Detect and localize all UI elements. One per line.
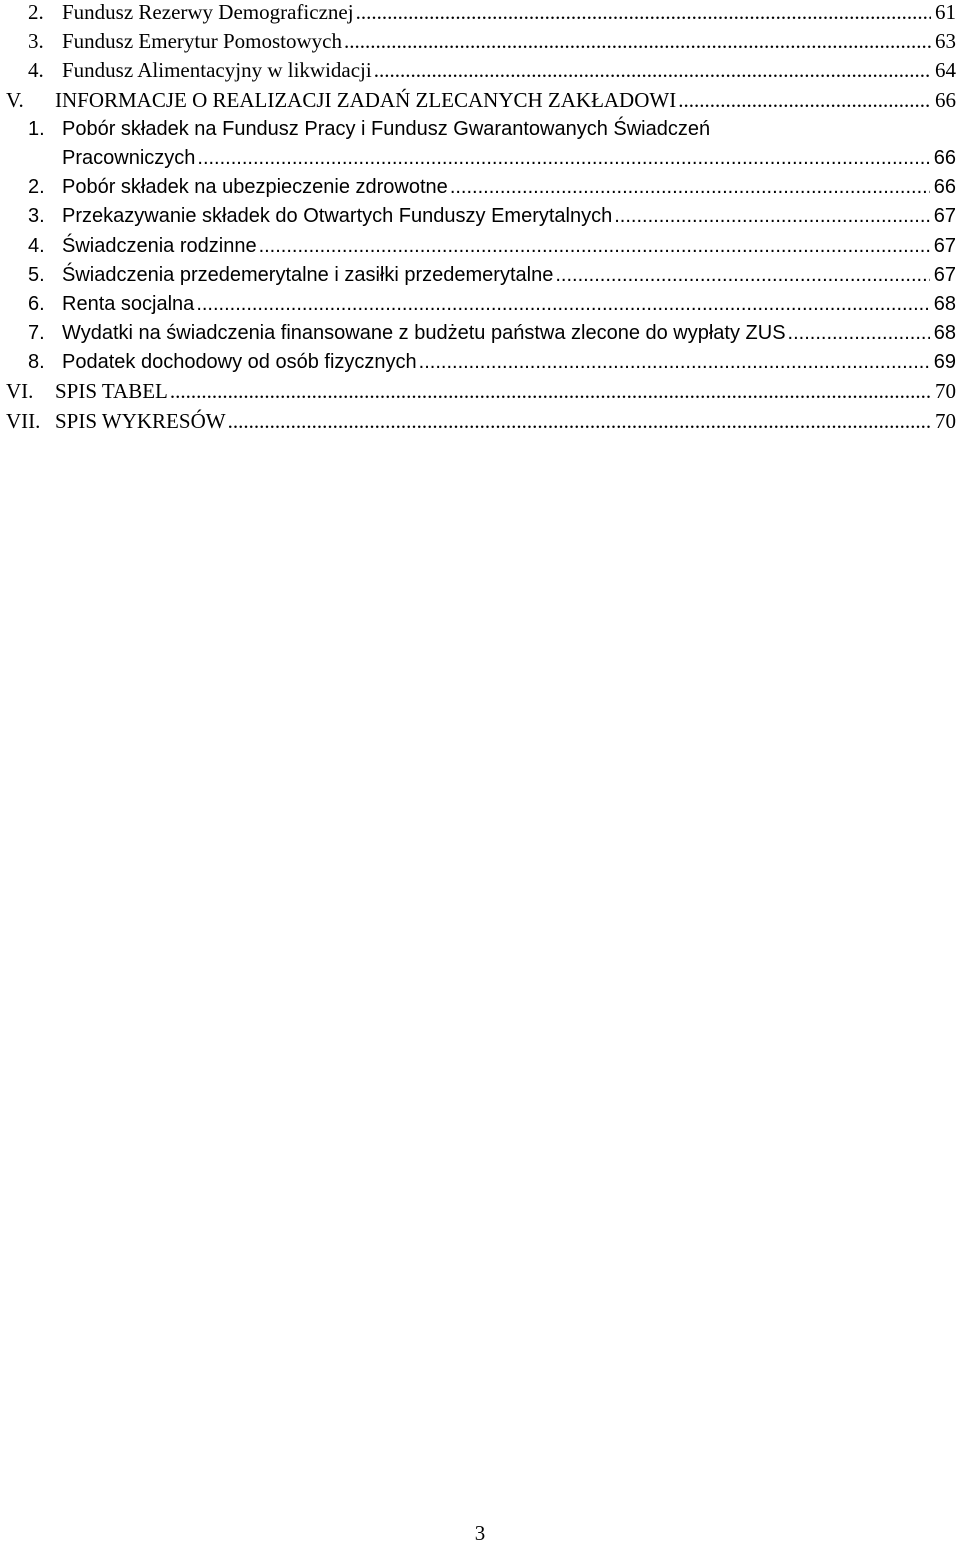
toc-entry-page: 69 [933,351,956,374]
toc-entry-number: 2. [28,0,44,24]
toc-entry-number: 4. [28,58,44,83]
toc-entry[interactable] [0,27,960,56]
toc-dot-leader [374,56,931,85]
toc-entry-number: 2. [28,176,45,199]
toc-entry-page: 67 [933,263,956,286]
toc-entry-number: 3. [28,29,44,54]
toc-entry-title: Pobór składek na ubezpieczenie zdrowotne [62,176,448,199]
toc-entry-number: 4. [28,234,45,257]
toc-entry-number: 6. [28,292,45,315]
toc-entry-number: 7. [28,322,45,345]
toc-entry-title: Świadczenia przedemerytalne i zasiłki przedemerytalne [62,263,554,286]
toc-entry-page: 64 [935,58,956,83]
toc-entry-page: 61 [935,0,956,24]
toc-dot-leader [788,319,930,348]
toc-entry-title: Wydatki na świadczenia finansowane z budżetu państwa zlecone do wypłaty ZUS [62,322,786,345]
toc-entry-page: 68 [933,322,956,345]
toc-entry-title: INFORMACJE O REALIZACJI ZADAŃ ZLECANYCH ZAKŁADOWI [55,87,677,112]
toc-entry[interactable] [0,377,960,406]
toc-entry-number: 8. [28,351,45,374]
toc-entry-page: 66 [935,87,956,112]
toc-entry[interactable] [0,115,960,144]
toc-dot-leader [555,261,929,290]
toc-entry[interactable] [0,202,960,231]
toc-dot-leader [259,232,930,261]
toc-dot-leader [450,173,930,202]
toc-entry-page: 63 [935,29,956,54]
page-number: 3 [474,1521,486,1545]
toc-entry[interactable] [0,261,960,290]
toc-entry-title: Świadczenia rodzinne [62,234,257,257]
toc-entry-number: VI. [6,379,34,404]
toc-dot-leader [197,144,929,173]
toc-entry[interactable] [0,407,960,436]
toc-entry-title: Pobór składek na Fundusz Pracy i Fundusz Gwarantowanych Świadczeń [62,117,711,140]
toc-entry-page: 70 [935,379,956,404]
toc-entry-title: Fundusz Rezerwy Demograficznej [62,0,354,24]
toc-entry-title: Przekazywanie składek do Otwartych Funduszy Emerytalnych [62,205,613,228]
toc-entry-page: 70 [935,408,956,433]
toc-entry-number: 5. [28,263,45,286]
toc-entry-number: V. [6,87,24,112]
toc-entry[interactable] [0,86,960,115]
toc-entry-number: 1. [28,117,45,140]
toc-entry[interactable] [0,173,960,202]
toc-entry[interactable] [0,0,960,27]
toc-entry-page: 68 [933,292,956,315]
toc-dot-leader [344,27,931,56]
toc-entry-title: Fundusz Emerytur Pomostowych [62,29,342,54]
toc-entry-title: Renta socjalna [62,292,195,315]
toc-dot-leader [356,0,931,27]
toc-dot-leader [170,377,931,406]
toc-entry[interactable] [0,348,960,377]
toc-entry-page: 67 [933,205,956,228]
toc-entry-title: Pracowniczych [62,146,196,169]
toc-dot-leader [228,407,931,436]
toc-entry-page: 67 [933,234,956,257]
toc-entry-page: 66 [933,146,956,169]
toc-entry[interactable] [0,232,960,261]
toc-entry-title: Fundusz Alimentacyjny w likwidacji [62,58,372,83]
toc-dot-leader [419,348,930,377]
toc-entry-page: 66 [933,176,956,199]
toc-entry-title: SPIS TABEL [55,379,168,404]
toc-dot-leader [196,290,929,319]
toc-entry[interactable] [0,290,960,319]
toc-dot-leader [678,86,931,115]
toc-entry[interactable] [0,56,960,85]
toc-entry-number: VII. [6,408,41,433]
table-of-contents [0,0,960,436]
toc-entry[interactable] [0,319,960,348]
toc-entry-title: Podatek dochodowy od osób fizycznych [62,351,417,374]
toc-dot-leader [614,202,930,231]
toc-entry-number: 3. [28,205,45,228]
toc-entry[interactable] [0,144,960,173]
toc-entry-title: SPIS WYKRESÓW [55,408,226,433]
